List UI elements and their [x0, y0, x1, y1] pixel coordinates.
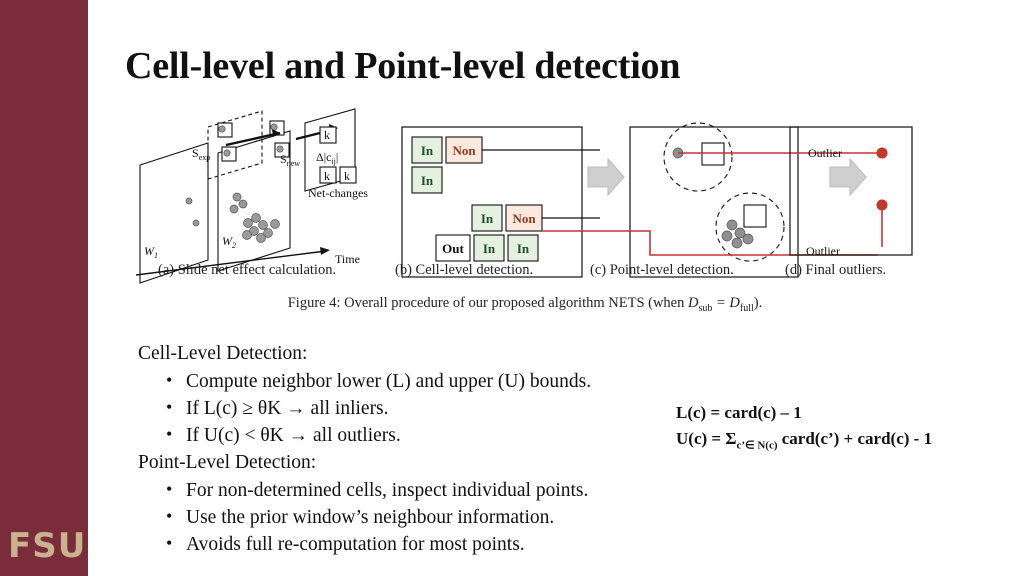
list-item: • Compute neighbor lower (L) and upper (U) bounds. [138, 368, 758, 395]
label-outlier-bottom: Outlier [806, 244, 840, 258]
label-outlier-top: Outlier [808, 146, 842, 160]
cell-label-in-5: In [516, 241, 530, 256]
caption-d-sub: D [688, 295, 699, 311]
label-delta-cij: $\Delta|c_{ij}|$ [316, 150, 339, 166]
label-time: Time [335, 252, 360, 266]
sidebar-band [0, 0, 88, 576]
label-k-right: k [344, 169, 350, 183]
fsu-logo: FSU [8, 526, 87, 566]
formula-upper-part2: card(c’) + card(c) - 1 [777, 429, 933, 448]
cell-label-in-4: In [482, 241, 496, 256]
label-s-exp: $S_{exp}$ [192, 146, 211, 162]
formula-upper-subscript: c’∈ N(c) [736, 439, 778, 452]
label-k-left: k [324, 169, 330, 183]
slide-body [138, 340, 758, 558]
caption-prefix: Figure 4: Overall procedure of our proposed algorithm NETS (when [287, 295, 688, 311]
caption-suffix: ). [753, 295, 763, 311]
figure-svg [130, 105, 920, 320]
label-k-top: k [324, 128, 330, 142]
page-title: Cell-level and Point-level detection [125, 45, 681, 87]
panel-caption-d: (d) Final outliers. [785, 262, 887, 278]
section-title-point-level: Point-Level Detection: [138, 452, 317, 473]
formula-upper-part1: U(c) = Σ [676, 429, 737, 448]
cell-label-in-1: In [420, 143, 434, 158]
caption-sub2: full [739, 302, 754, 314]
panel-caption-b: (b) Cell-level detection. [395, 262, 534, 278]
formula-block [676, 400, 1006, 458]
label-s-new: $S_{new}$ [280, 152, 301, 168]
label-w1: $W_1$ [144, 244, 158, 260]
cell-label-in-3: In [480, 211, 494, 226]
panel-caption-c: (c) Point-level detection. [590, 262, 734, 278]
bullet-list-point-level [138, 477, 758, 558]
list-item: • If U(c) < θK → all outliers. [138, 422, 758, 449]
figure-main-caption [130, 295, 920, 314]
label-net-changes: Net-changes [308, 186, 368, 200]
label-w2: $W_2$ [222, 234, 236, 250]
formula-upper-bound [676, 426, 1006, 458]
bullet-list-cell-level [138, 368, 758, 449]
cell-label-in-2: In [420, 173, 434, 188]
cell-label-non-1: Non [452, 143, 476, 158]
list-item: • Use the prior window’s neighbour information. [138, 504, 758, 531]
formula-lower-bound: L(c) = card(c) – 1 [676, 403, 802, 422]
caption-sub1: sub [698, 302, 713, 314]
figure-overall-procedure [130, 105, 920, 320]
list-item: • Avoids full re-computation for most points. [138, 531, 758, 558]
section-title-cell-level: Cell-Level Detection: [138, 343, 308, 364]
list-item: • For non-determined cells, inspect individual points. [138, 477, 758, 504]
caption-eq: = D [712, 295, 740, 311]
list-item: • If L(c) ≥ θK → all inliers. [138, 395, 758, 422]
panel-caption-a: (a) Slide net effect calculation. [158, 262, 337, 278]
cell-label-out: Out [442, 241, 464, 256]
cell-label-non-2: Non [512, 211, 536, 226]
